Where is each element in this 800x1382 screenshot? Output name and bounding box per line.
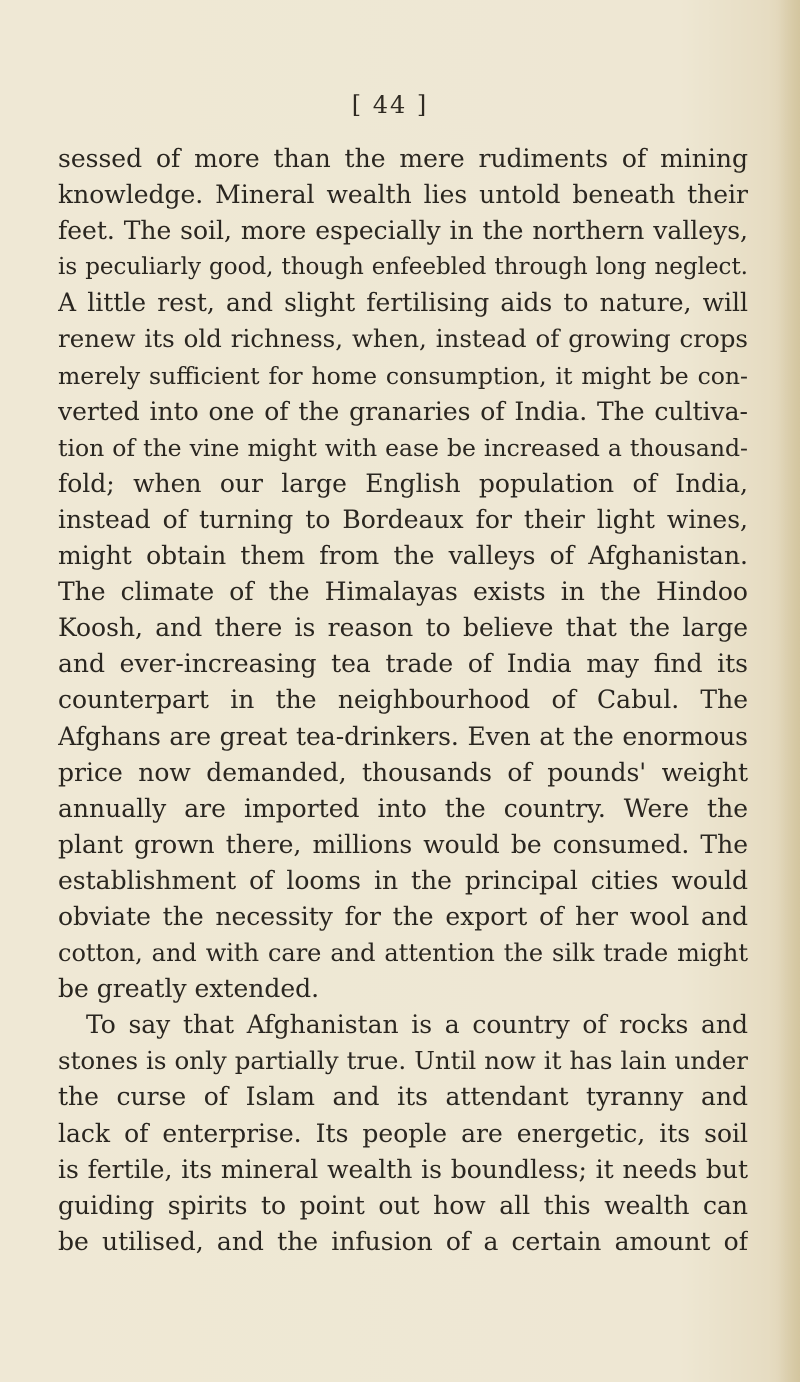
text-line: Afghans are great tea-drinkers. Even at the enormous [58, 721, 748, 751]
text-line: and ever-increasing tea trade of India may find its [58, 649, 748, 679]
text-line: verted into one of the granaries of India. The cultiva- [58, 396, 748, 426]
text-line: sessed of more than the mere rudiments of mining [58, 144, 748, 173]
text-line: is peculiarly good, though enfeebled through long neglect. [58, 254, 748, 281]
text-line: obviate the necessity for the export of her wool and [58, 901, 748, 931]
text-line: counterpart in the neighbourhood of Cabul. The [58, 685, 748, 715]
text-line: stones is only partially true. Until now it has lain under [58, 1046, 748, 1076]
text-line: annually are imported into the country. Were the [58, 793, 748, 823]
body-text [58, 141, 748, 1260]
page-number: [ 44 ] [351, 91, 429, 119]
text-line: establishment of looms in the principal cities would [58, 865, 748, 895]
text-line: might obtain them from the valleys of Afghanistan. [58, 541, 748, 571]
text-line: guiding spirits to point out how all this wealth can [58, 1190, 748, 1220]
text-line: plant grown there, millions would be consumed. The [58, 829, 748, 859]
text-line: To say that Afghanistan is a country of rocks and [86, 1010, 748, 1040]
text-line: be utilised, and the infusion of a certain amount of [58, 1226, 748, 1256]
page-edge-shadow [778, 0, 800, 1382]
text-line: is fertile, its mineral wealth is boundless; it needs but [58, 1154, 748, 1184]
text-line: fold; when our large English population of India, [58, 468, 748, 498]
text-line: The climate of the Himalayas exists in the Hindoo [58, 577, 748, 607]
text-line: Koosh, and there is reason to believe that the large [58, 613, 748, 643]
text-line: cotton, and with care and attention the silk trade might [58, 939, 748, 968]
text-line: tion of the vine might with ease be increased a thousand- [58, 433, 748, 462]
text-line: renew its old richness, when, instead of growing crops [58, 324, 748, 354]
text-line: instead of turning to Bordeaux for their light wines, [58, 504, 748, 534]
text-line: be greatly extended. [58, 974, 320, 1004]
text-line: lack of enterprise. Its people are energetic, its soil [58, 1118, 748, 1148]
text-line: knowledge. Mineral wealth lies untold beneath their [58, 180, 748, 210]
text-line: price now demanded, thousands of pounds' weight [58, 757, 748, 787]
text-line: A little rest, and slight fertilising aids to nature, will [58, 288, 748, 318]
text-line: the curse of Islam and its attendant tyranny and [58, 1082, 748, 1112]
text-line: merely sufficient for home consumption, it might be con- [58, 361, 748, 390]
text-line: feet. The soil, more especially in the northern valleys, [58, 216, 748, 246]
